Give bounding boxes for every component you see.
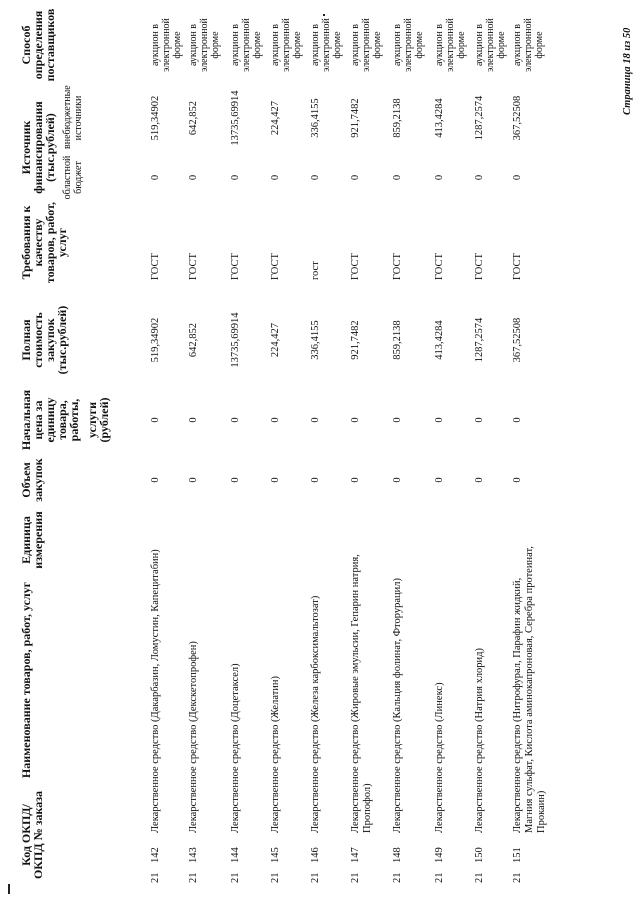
cell-volume: 0 [474,477,485,483]
cell-order-number: 149 [434,847,445,863]
cell-source-regional: 0 [350,174,361,181]
cell-total: 519,34902 [150,317,161,363]
header-name: Наименование товаров, работ, услуг [19,581,33,779]
cell-total: 921,7482 [350,320,361,360]
cell-source-extrabudget: 921,7482 [350,98,361,138]
cell-source-extrabudget: 224,427 [270,100,281,136]
cell-source-regional: 0 [188,174,199,181]
cell-price: 0 [350,417,361,423]
cell-order-number: 144 [230,847,241,863]
cell-volume: 0 [392,477,403,483]
header-source-regional: областной бюджет [62,155,84,200]
cell-total: 642,852 [188,322,199,358]
cell-source-extrabudget: 1287,2574 [474,95,485,141]
cell-price: 0 [230,417,241,423]
cell-code: 21 [434,872,445,883]
scan-speck [8,884,10,894]
header-method: Способ определения поставщиков [19,8,57,82]
cell-code: 21 [230,872,241,883]
header-requirements: Требования к качеству товаров, работ, услуг [19,201,69,284]
cell-source-regional: 0 [310,174,321,181]
cell-total: 336,4155 [310,320,321,360]
cell-method: аукцион в электронной форме [350,18,383,72]
cell-volume: 0 [188,477,199,483]
header-source-extrabudget: внебюджетные источники [62,85,84,149]
header-volume: Объем закупок [19,458,45,502]
cell-method: аукцион в электронной форме [230,18,263,72]
cell-name: Лекарственное средство (Нитрофурал, Парафин жидкий, Магния сульфат, Кислота аминокапроновая, Серебра протеинат, Прокаин) [512,546,547,833]
cell-method: аукцион в электронной форме [150,18,183,72]
cell-name: Лекарственное средство (Декскетопрофен) [188,641,199,833]
cell-volume: 0 [310,477,321,483]
cell-requirements: ГОСТ [350,253,361,280]
cell-name: Лекарственное средство (Дакарбазин, Ломустин, Капецитабин) [150,549,161,833]
cell-price: 0 [474,417,485,423]
cell-requirements: ГОСТ [512,253,523,280]
cell-price: 0 [512,417,523,423]
cell-name: Лекарственное средство (Жировые эмульсии, Гепарин натрия, Пропофол) [350,554,373,833]
cell-volume: 0 [230,477,241,483]
cell-order-number: 145 [270,847,281,863]
cell-name: Лекарственное средство (Линекс) [434,682,445,833]
cell-source-extrabudget: 642,852 [188,100,199,136]
cell-name: Лекарственное средство (Железа карбоксимальтозат) [310,595,321,833]
cell-requirements: ГОСТ [150,253,161,280]
cell-name: Лекарственное средство (Доцетаксел) [230,663,241,833]
cell-order-number: 148 [392,847,403,863]
cell-price: 0 [392,417,403,423]
cell-order-number: 142 [150,847,161,863]
cell-order-number: 146 [310,847,321,863]
cell-total: 224,427 [270,322,281,358]
cell-volume: 0 [350,477,361,483]
cell-method: аукцион в электронной форме [310,18,343,72]
cell-code: 21 [392,872,403,883]
cell-method: аукцион в электронной форме [474,18,507,72]
cell-volume: 0 [270,477,281,483]
cell-code: 21 [188,872,199,883]
cell-code: 21 [270,872,281,883]
cell-total: 367,52508 [512,317,523,363]
header-price: Начальная цена за единицу товара, работы, [19,389,81,451]
cell-volume: 0 [434,477,445,483]
cell-price: 0 [150,417,161,423]
cell-source-extrabudget: 13735,69914 [230,90,241,146]
page-number: Страница 18 из 50 [622,27,633,115]
cell-source-extrabudget: 336,4155 [310,98,321,138]
cell-code: 21 [512,872,523,883]
cell-source-regional: 0 [230,174,241,181]
cell-order-number: 143 [188,847,199,863]
cell-requirements: ГОСТ [474,253,485,280]
cell-code: 21 [350,872,361,883]
cell-source-extrabudget: 367,52508 [512,95,523,141]
cell-requirements: ГОСТ [434,253,445,280]
cell-method: аукцион в электронной форме [188,18,221,72]
cell-total: 1287,2574 [474,317,485,363]
cell-total: 413,4284 [434,320,445,360]
cell-method: аукцион в электронной форме [434,18,467,72]
cell-price: 0 [310,417,321,423]
cell-source-regional: 0 [512,174,523,181]
cell-source-regional: 0 [434,174,445,181]
cell-volume: 0 [150,477,161,483]
header-unit: Единица измерения [19,511,45,569]
cell-source-regional: 0 [392,174,403,181]
cell-order-number: 150 [474,847,485,863]
cell-requirements: ГОСТ [392,253,403,280]
cell-price: 0 [434,417,445,423]
header-source: Источник финансирования (тыс.рублей) [19,101,57,194]
cell-total: 859,2138 [392,320,403,360]
cell-name: Лекарственное средство (Натрия хлорид) [474,647,485,833]
cell-source-extrabudget: 859,2138 [392,98,403,138]
cell-requirements: ГОСТ [188,253,199,280]
cell-name: Лекарственное средство (Кальция фолинат, Фторурацил) [392,578,403,833]
scan-speck [323,14,325,16]
cell-requirements: ГОСТ [270,253,281,280]
cell-order-number: 147 [350,847,361,863]
cell-order-number: 151 [512,847,523,863]
header-total: Полная стоимость закупок (тыс.рублей) [19,305,69,375]
cell-requirements: ГОСТ [230,253,241,280]
cell-code: 21 [474,872,485,883]
cell-source-extrabudget: 413,4284 [434,98,445,138]
cell-source-regional: 0 [474,174,485,181]
cell-code: 21 [150,872,161,883]
cell-total: 13735,69914 [230,312,241,368]
cell-source-extrabudget: 519,34902 [150,95,161,141]
cell-method: аукцион в электронной форме [512,18,545,72]
header-code: Код ОКПД/ ОКПД № заказа [19,790,45,880]
cell-requirements: гост [310,261,321,280]
cell-method: аукцион в электронной форме [270,18,303,72]
cell-source-regional: 0 [270,174,281,181]
cell-method: аукцион в электронной форме [392,18,425,72]
cell-volume: 0 [512,477,523,483]
cell-price: 0 [188,417,199,423]
cell-code: 21 [310,872,321,883]
cell-name: Лекарственное средство (Желатин) [270,675,281,833]
cell-price: 0 [270,417,281,423]
cell-source-regional: 0 [150,174,161,181]
header-price-unit: услуги (рублей) [85,397,111,443]
